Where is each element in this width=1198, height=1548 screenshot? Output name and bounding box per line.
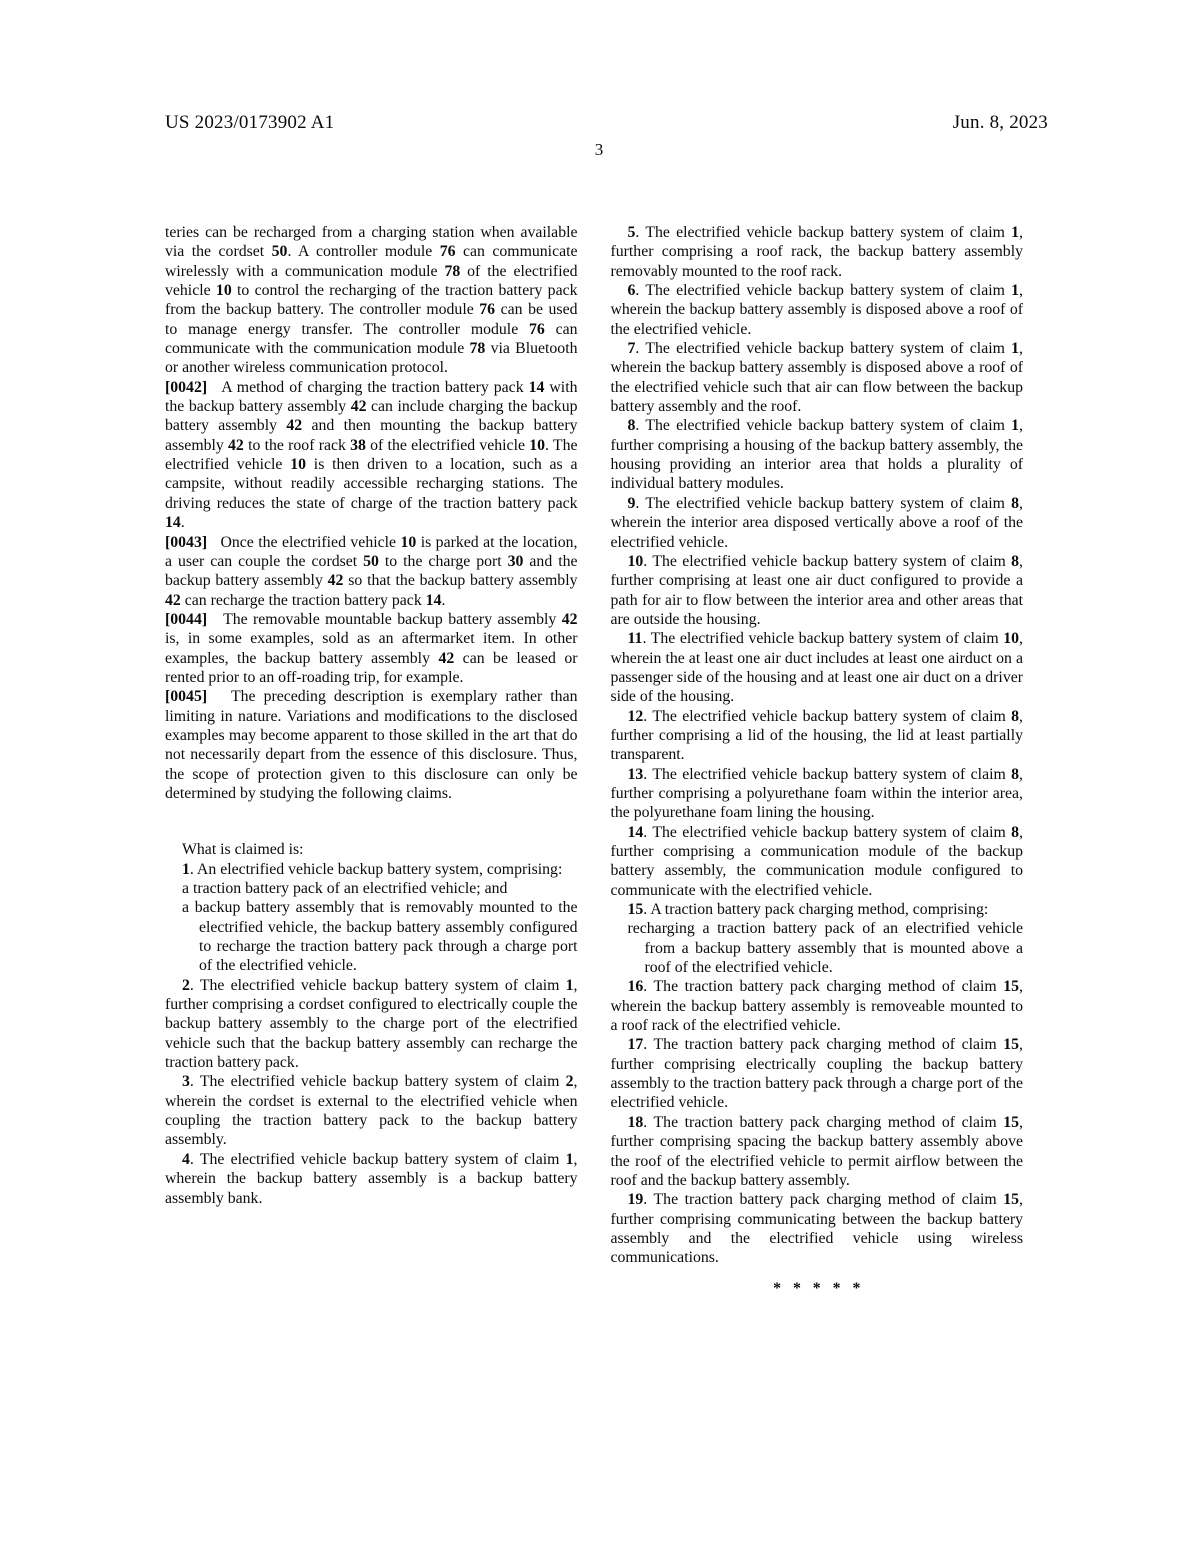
bold-reference: 1: [1011, 282, 1020, 300]
bold-reference: 15: [1003, 978, 1020, 996]
bold-reference: 1: [1011, 340, 1020, 358]
text-run: The preceding description is exemplary rather than limiting in nature. Variations and modifications to the disclosed examples may become apparent to those skilled in the art that do not necessarily depart from the essence of this disclosure. Thus, the scope of protection given to this disclosure can only be determined by studying the following claims.: [165, 688, 578, 802]
bold-reference: 8: [1011, 823, 1020, 841]
text-run: . The electrified vehicle backup battery system of claim: [189, 1150, 566, 1168]
text-run: to the charge port: [378, 552, 508, 570]
text-run: of the electrified vehicle: [165, 262, 578, 300]
text-run: . The electrified vehicle backup battery system of claim: [642, 630, 1004, 648]
bold-reference: 7: [627, 340, 636, 358]
text-run: . The electrified vehicle backup battery system of claim: [643, 765, 1012, 783]
text-run: . The electrified vehicle backup battery system of claim: [635, 494, 1012, 512]
paragraph-0041-continued: [165, 223, 578, 378]
text-run: . An electrified vehicle backup battery system, comprising:: [189, 860, 563, 878]
publication-number: US 2023/0173902 A1: [165, 112, 335, 133]
text-run: can be leased or rented prior to an off-roading trip, for example.: [165, 649, 578, 686]
text-run: a backup battery assembly that is removably mounted to the electrified vehicle, the backup battery assembly configured to recharge the traction battery pack through a charge port of the electrified vehicle.: [182, 899, 578, 975]
claim-3: [165, 1072, 578, 1149]
text-run: . The electrified vehicle backup battery system of claim: [189, 976, 566, 994]
claim-6: [611, 281, 1024, 339]
bold-reference: 4: [182, 1150, 190, 1168]
text-run: . The electrified vehicle backup battery system of claim: [635, 282, 1012, 300]
bold-reference: 15: [627, 901, 644, 919]
text-run: , further comprising a lid of the housing, the lid at least partially transparent.: [610, 707, 1023, 764]
text-run: . The electrified vehicle backup battery system of claim: [189, 1073, 566, 1091]
text-run: can recharge the traction battery pack: [180, 591, 426, 609]
bold-reference: 8: [1011, 552, 1020, 570]
bold-reference: 6: [627, 282, 636, 300]
claims-intro: [165, 840, 578, 859]
bold-reference: 3: [182, 1073, 190, 1091]
claim-17: [611, 1035, 1024, 1112]
claim-13: [611, 765, 1024, 823]
bold-reference: 1: [1011, 224, 1020, 241]
body-columns: [165, 223, 1023, 1298]
claim-8: [611, 416, 1024, 493]
bold-reference: 30: [507, 552, 524, 570]
bold-reference: [0045]: [165, 688, 208, 706]
bold-reference: 78: [469, 340, 486, 358]
text-run: can be used to manage energy transfer. The controller module: [165, 301, 578, 338]
claim-1-clause-b: [165, 898, 578, 975]
bold-reference: 76: [529, 320, 545, 338]
claim-15-clause: [611, 919, 1024, 977]
left-column: [165, 223, 578, 1298]
bold-reference: 12: [627, 707, 644, 725]
text-run: of the electrified vehicle: [365, 436, 530, 454]
bold-reference: 10: [215, 282, 232, 300]
claim-4: [165, 1150, 578, 1208]
claim-9: [611, 494, 1024, 552]
text-run: . The electrified vehicle backup battery system of claim: [635, 340, 1012, 358]
paragraph-0042: [165, 378, 578, 533]
claim-14: [611, 823, 1024, 900]
text-run: Once the electrified vehicle: [207, 533, 401, 551]
text-run: teries can be recharged from a charging station when available via the cordset: [165, 224, 578, 261]
bold-reference: 17: [627, 1036, 644, 1054]
text-run: . The electrified vehicle backup battery system of claim: [635, 417, 1012, 435]
bold-reference: [0042]: [165, 378, 208, 396]
bold-reference: 38: [350, 436, 366, 454]
claim-5: [611, 223, 1024, 281]
text-run: . A traction battery pack charging method, comprising:: [643, 901, 989, 919]
page-number: 3: [594, 140, 604, 159]
text-run: What is claimed is:: [182, 841, 304, 859]
bold-reference: 1: [565, 1150, 574, 1168]
claim-19: [611, 1190, 1024, 1267]
publication-date: Jun. 8, 2023: [952, 112, 1048, 133]
bold-reference: 15: [1003, 1191, 1020, 1209]
bold-reference: 42: [286, 417, 303, 435]
bold-reference: 15: [1003, 1113, 1020, 1131]
text-run: . A controller module: [287, 243, 440, 261]
right-column: [611, 223, 1024, 1298]
text-run: , further comprising a roof rack, the backup battery assembly removably mounted to the roof rack.: [610, 224, 1023, 280]
text-run: . The traction battery pack charging method of claim: [643, 1191, 1004, 1209]
text-run: , further comprising communicating between the backup battery assembly and the electrified vehicle using wireless communications.: [610, 1191, 1023, 1267]
claim-18: [611, 1113, 1024, 1190]
text-run: recharging a traction battery pack of an electrified vehicle from a backup battery assembly that is mounted above a roof of the electrified vehicle.: [627, 920, 1023, 977]
bold-reference: 76: [479, 301, 496, 319]
bold-reference: 42: [228, 436, 244, 454]
text-run: , further comprising spacing the backup battery assembly above the roof of the electrified vehicle to permit airflow between the roof and the backup battery assembly.: [610, 1113, 1023, 1189]
bold-reference: 50: [363, 552, 379, 570]
end-asterisks: [611, 1279, 1024, 1298]
bold-reference: 19: [627, 1191, 644, 1209]
bold-reference: 78: [444, 262, 461, 280]
text-run: and the backup battery assembly: [165, 552, 578, 590]
text-run: . The electrified vehicle: [165, 436, 578, 474]
bold-reference: 16: [627, 978, 644, 996]
text-run: . The electrified vehicle backup battery system of claim: [643, 823, 1012, 841]
claim-2: [165, 976, 578, 1073]
text-run: , wherein the at least one air duct includes at least one airduct on a passenger side of the housing and at least one air duct on a driver side of the housing.: [610, 630, 1023, 706]
claim-1-clause-a: [165, 879, 578, 898]
text-run: .: [441, 591, 446, 609]
text-run: The removable mountable backup battery assembly: [207, 610, 562, 628]
bold-reference: 10: [529, 436, 546, 454]
bold-reference: 50: [271, 243, 288, 261]
paragraph-0044: [165, 610, 578, 687]
text-run: . The traction battery pack charging method of claim: [643, 1113, 1004, 1131]
text-run: , further comprising at least one air duct configured to provide a path for air to flow between the interior area and other areas that are outside the housing.: [610, 552, 1023, 628]
text-run: can communicate with the communication module: [165, 320, 578, 358]
bold-reference: 42: [561, 610, 578, 628]
claim-7: [611, 339, 1024, 416]
text-run: can include charging the backup battery assembly: [165, 398, 578, 435]
text-run: so that the backup battery assembly: [343, 572, 578, 590]
bold-reference: 2: [565, 1073, 574, 1091]
bold-reference: 11: [627, 630, 643, 648]
text-run: is parked at the location, a user can couple the cordset: [165, 533, 578, 570]
text-run: , further comprising a housing of the backup battery assembly, the housing providing an interior area that holds a plurality of individual battery modules.: [610, 417, 1023, 493]
text-run: , further comprising a cordset configured to electrically couple the backup battery assembly to the charge port of the electrified vehicle such that the backup battery assembly can recharge the traction battery pack.: [165, 976, 578, 1072]
claim-10: [611, 552, 1024, 629]
bold-reference: 9: [627, 494, 636, 512]
paragraph-0045: [165, 687, 578, 803]
bold-reference: [0044]: [165, 610, 208, 628]
bold-reference: 76: [439, 243, 456, 261]
text-run: and then mounting the backup battery assembly: [165, 417, 578, 454]
text-run: , wherein the backup battery assembly is removeable mounted to a roof rack of the electrified vehicle.: [610, 978, 1023, 1035]
bold-reference: 14: [425, 591, 442, 609]
bold-reference: 14: [165, 514, 181, 532]
text-run: . The traction battery pack charging method of claim: [643, 978, 1004, 996]
bold-reference: 1: [1011, 417, 1020, 435]
bold-reference: 1: [565, 976, 574, 994]
text-run: , further comprising a communication module of the backup battery assembly, the communication module configured to communicate with the electrified vehicle.: [610, 823, 1023, 899]
text-run: , further comprising a polyurethane foam within the interior area, the polyurethane foam lining the housing.: [610, 765, 1023, 822]
text-run: with the backup battery assembly: [165, 378, 578, 416]
bold-reference: 5: [627, 224, 636, 241]
bold-reference: 14: [627, 823, 644, 841]
text-run: is then driven to a location, such as a campsite, without readily accessible recharging stations. The driving reduces the state of charge of the traction battery pack: [165, 456, 578, 512]
claim-11: [611, 629, 1024, 706]
bold-reference: 8: [627, 417, 636, 435]
text-run: , wherein the backup battery assembly is a backup battery assembly bank.: [165, 1150, 578, 1207]
text-run: , further comprising electrically coupling the backup battery assembly to the traction battery pack through a charge port of the electrified vehicle.: [610, 1036, 1023, 1112]
bold-reference: 15: [1003, 1036, 1020, 1054]
text-run: . The electrified vehicle backup battery system of claim: [643, 707, 1012, 725]
text-run: , wherein the backup battery assembly is disposed above a roof of the electrified vehicle.: [610, 282, 1023, 338]
claim-1: [165, 860, 578, 879]
text-run: , wherein the interior area disposed vertically above a roof of the electrified vehicle.: [610, 494, 1023, 551]
bold-reference: 8: [1011, 765, 1020, 783]
bold-reference: 10: [400, 533, 417, 551]
bold-reference: 42: [165, 591, 181, 609]
claim-15: [611, 900, 1024, 919]
bold-reference: 18: [627, 1113, 644, 1131]
bold-reference: 10: [290, 456, 307, 474]
text-run: , wherein the backup battery assembly is disposed above a roof of the electrified vehicle such that air can flow between the backup battery assembly and the roof.: [610, 340, 1023, 416]
bold-reference: 1: [182, 860, 190, 878]
bold-reference: 8: [1011, 494, 1020, 512]
paragraph-0043: [165, 533, 578, 610]
bold-reference: [0043]: [165, 533, 208, 551]
text-run: via Bluetooth or another wireless communication protocol.: [165, 340, 578, 377]
bold-reference: 10: [627, 552, 644, 570]
text-run: can communicate wirelessly with a communication module: [165, 243, 578, 280]
text-run: , wherein the cordset is external to the electrified vehicle when coupling the traction battery pack to the backup battery assembly.: [165, 1073, 578, 1149]
bold-reference: 42: [438, 649, 455, 667]
bold-reference: 10: [1003, 630, 1020, 648]
text-run: to control the recharging of the traction battery pack from the backup battery. The controller module: [165, 282, 578, 319]
text-run: . The traction battery pack charging method of claim: [643, 1036, 1004, 1054]
text-run: a traction battery pack of an electrified vehicle; and: [182, 880, 508, 897]
text-run: A method of charging the traction battery pack: [207, 378, 529, 396]
claim-16: [611, 977, 1024, 1035]
text-run: * * * * *: [773, 1279, 861, 1297]
bold-reference: 13: [627, 765, 644, 783]
bold-reference: 42: [327, 572, 344, 590]
bold-reference: 14: [528, 378, 545, 396]
text-run: is, in some examples, sold as an aftermarket item. In other examples, the backup battery assembly: [165, 630, 578, 667]
claim-12: [611, 707, 1024, 765]
bold-reference: 42: [350, 398, 367, 416]
text-run: . The electrified vehicle backup battery system of claim: [635, 224, 1012, 241]
text-run: . The electrified vehicle backup battery system of claim: [643, 552, 1012, 570]
bold-reference: 2: [182, 976, 190, 994]
bold-reference: 8: [1011, 707, 1020, 725]
text-run: to the roof rack: [243, 436, 351, 454]
text-run: .: [180, 514, 185, 532]
